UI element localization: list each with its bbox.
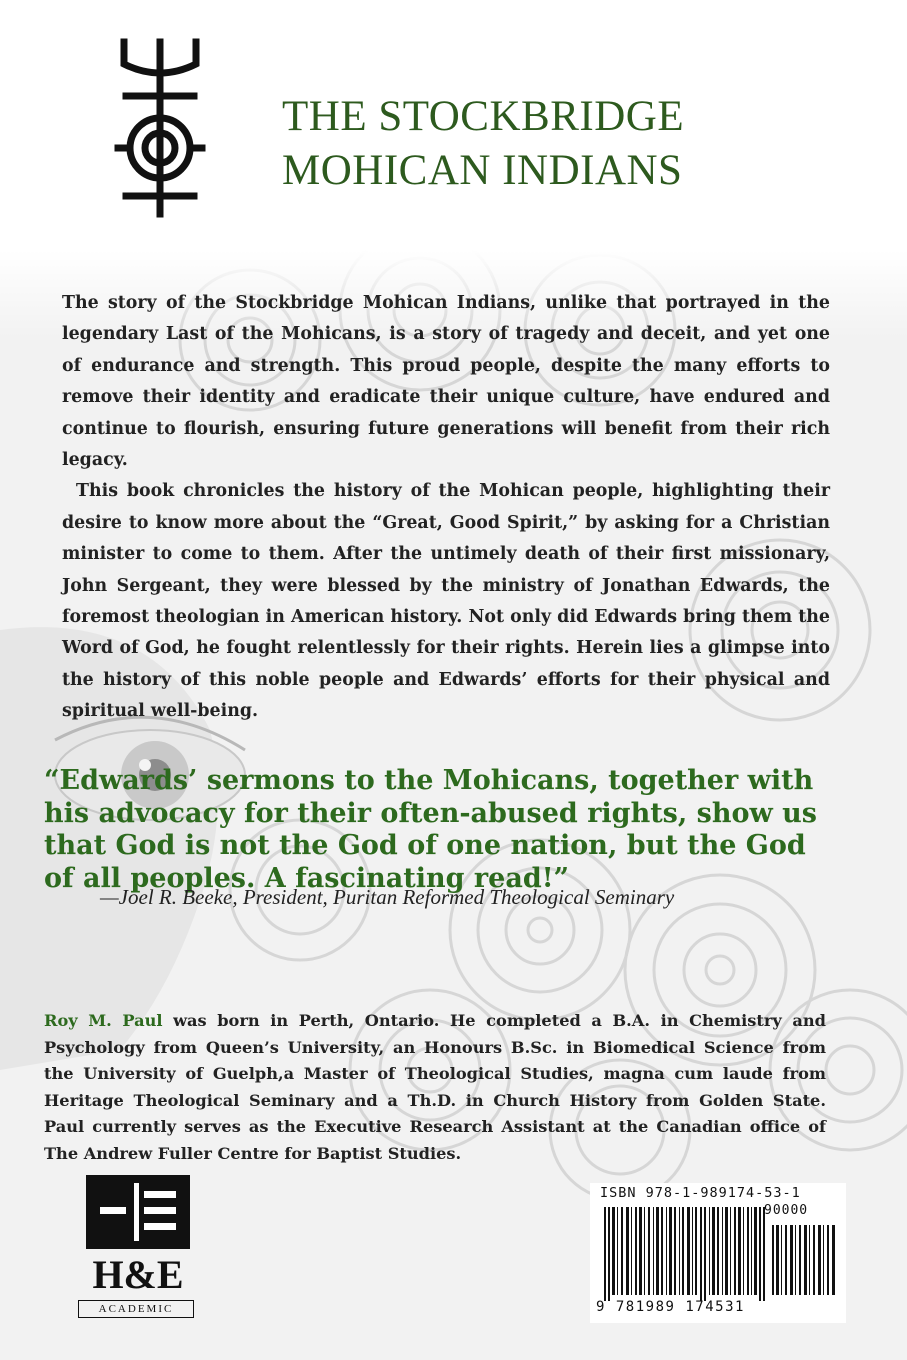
title-line-1: THE STOCKBRIDGE [282, 93, 685, 140]
publisher-subtitle: ACADEMIC [78, 1300, 194, 1318]
publisher-logo-mark [86, 1175, 190, 1249]
publisher-name: H&E [92, 1252, 184, 1297]
book-title [282, 90, 802, 198]
author-bio-text: was born in Perth, Ontario. He completed a B.A. in Chemistry and Psychology from Queen’s University, an Honours B.Sc. in Biomedical Science from the University of Guelph,a Master of Theological Studies, magna cum laude from Heritage Theological Seminary and a Th.D. in Church History from Golden State. Paul currently serves as the Executive Research Assistant at the Canadian office of The Andrew Fuller Centre for Baptist Studies. [44, 1011, 826, 1163]
mohican-symbol-icon [112, 38, 208, 218]
publisher-logo [78, 1175, 198, 1323]
endorsement-attribution: —Joel R. Beeke, President, Puritan Reformed Theological Seminary [100, 885, 675, 909]
isbn-barcode [590, 1183, 846, 1323]
title-line-2: MOHICAN INDIANS [282, 147, 683, 194]
description-paragraph-1: The story of the Stockbridge Mohican Indians, unlike that portrayed in the legendary Last of the Mohicans, is a story of tragedy and deceit, and yet one of endurance and strength. This proud people, despite the many efforts to remove their identity and eradicate their unique culture, have endured and continue to flourish, ensuring future generations will benefit from their rich legacy. [62, 293, 830, 471]
book-description [62, 288, 830, 728]
isbn-number: ISBN 978-1-989174-53-1 [600, 1185, 801, 1201]
description-paragraph-2: This book chronicles the history of the Mohican people, highlighting their desire to know more about the “Great, Good Spirit,” by asking for a Christian minister to come to them. After the untimely death of their first missionary, John Sergeant, they were blessed by the ministry of Jonathan Edwards, the foremost theologian in American history. Not only did Edwards bring them the Word of God, he fought relentlessly for their rights. Herein lies a glimpse into the history of this noble people and Edwards’ efforts for their physical and spiritual well-being. [62, 481, 830, 722]
author-name: Roy M. Paul [44, 1011, 163, 1030]
price-code: 90000 [764, 1203, 809, 1218]
endorsement-quote: “Edwards’ sermons to the Mohicans, together with his advocacy for their often-abused rights, show us that God is not the God of one nation, but the God of all peoples. A fascinating read!” [44, 765, 817, 894]
ean-number: 9 781989 174531 [596, 1299, 745, 1315]
author-bio [44, 1008, 826, 1168]
